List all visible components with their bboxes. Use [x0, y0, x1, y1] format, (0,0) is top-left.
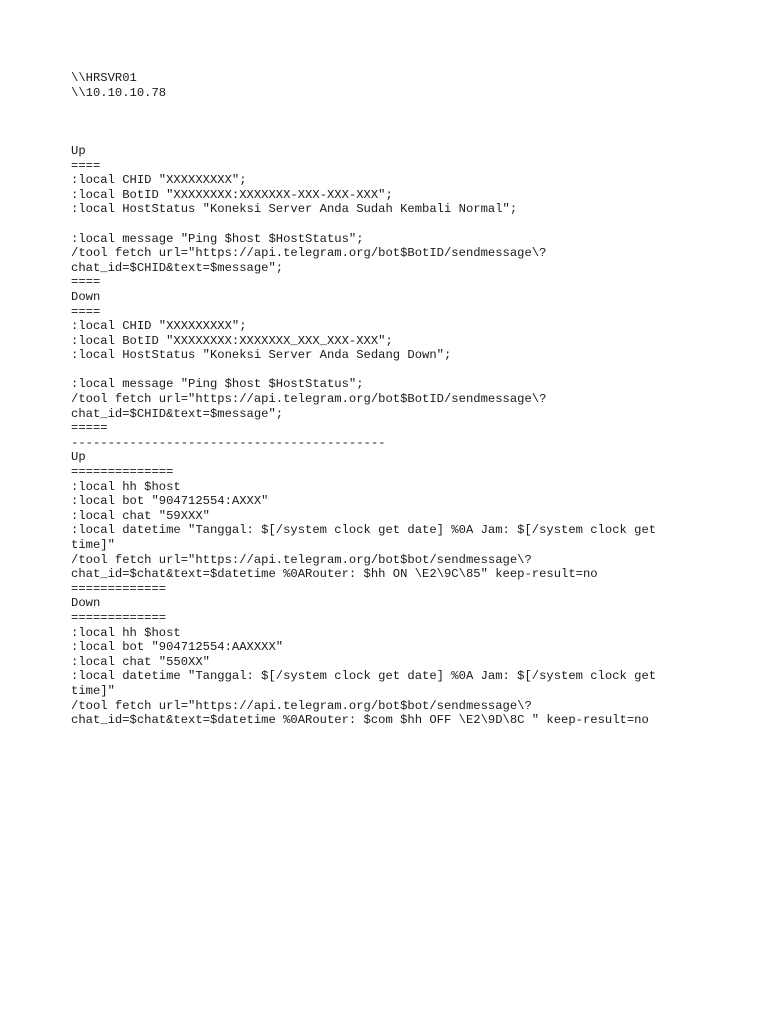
code-line: :local BotID "XXXXXXXX:XXXXXXX-XXX-XXX-XXX";: [71, 187, 393, 202]
section1-up-separator: ====: [71, 158, 101, 173]
spacer: [71, 100, 751, 144]
code-line: time]": [71, 538, 115, 553]
blank-line: [71, 217, 751, 232]
code-line: time]": [71, 683, 115, 698]
code-line: :local chat "59XXX": [71, 508, 210, 523]
section1-down-end-separator: =====: [71, 421, 108, 436]
section2-up-heading: Up: [71, 450, 86, 465]
code-line: chat_id=$chat&text=$datetime %0ARouter: $com $hh OFF \E2\9D\8C " keep-result=no: [71, 713, 649, 728]
section2-down-heading: Down: [71, 596, 101, 611]
document-body: [71, 71, 751, 728]
blank-line: [71, 363, 751, 378]
code-line: :local CHID "XXXXXXXXX";: [71, 319, 247, 334]
code-line: /tool fetch url="https://api.telegram.org/bot$BotID/sendmessage\?: [71, 246, 547, 261]
section1-down-separator: ====: [71, 304, 101, 319]
code-line: /tool fetch url="https://api.telegram.org/bot$bot/sendmessage\?: [71, 552, 532, 567]
code-line: :local CHID "XXXXXXXXX";: [71, 173, 247, 188]
code-line: :local message "Ping $host $HostStatus";: [71, 231, 364, 246]
section-divider: -------------------------------------------: [71, 435, 386, 450]
server-name-path: \\HRSVR01: [71, 71, 137, 85]
section1-down-heading: Down: [71, 289, 101, 304]
code-line: :local HostStatus "Koneksi Server Anda Sudah Kembali Normal";: [71, 202, 518, 217]
section1-up-heading: Up: [71, 143, 86, 158]
code-line: :local hh $host: [71, 479, 181, 494]
section2-up-end-separator: =============: [71, 581, 167, 596]
section2-down-separator: =============: [71, 610, 167, 625]
code-line: :local bot "904712554:AXXX": [71, 494, 269, 509]
code-line: :local HostStatus "Koneksi Server Anda Sedang Down";: [71, 348, 452, 363]
section2-up-separator: ==============: [71, 465, 174, 480]
code-line: /tool fetch url="https://api.telegram.org/bot$BotID/sendmessage\?: [71, 392, 547, 407]
code-line: :local bot "904712554:AAXXXX": [71, 640, 284, 655]
code-line: :local datetime "Tanggal: $[/system clock get date] %0A Jam: $[/system clock get: [71, 669, 657, 684]
code-line: chat_id=$CHID&text=$message";: [71, 260, 284, 275]
code-line: :local message "Ping $host $HostStatus";: [71, 377, 364, 392]
code-line: :local chat "550XX": [71, 654, 210, 669]
code-line: :local hh $host: [71, 625, 181, 640]
server-ip-path: \\10.10.10.78: [71, 85, 167, 100]
code-line: chat_id=$CHID&text=$message";: [71, 406, 284, 421]
code-line: chat_id=$chat&text=$datetime %0ARouter: $hh ON \E2\9C\85" keep-result=no: [71, 567, 598, 582]
code-line: :local datetime "Tanggal: $[/system clock get date] %0A Jam: $[/system clock get: [71, 523, 657, 538]
code-line: /tool fetch url="https://api.telegram.org/bot$bot/sendmessage\?: [71, 698, 532, 713]
code-line: :local BotID "XXXXXXXX:XXXXXXX_XXX_XXX-XXX";: [71, 333, 393, 348]
section1-up-end-separator: ====: [71, 275, 101, 290]
